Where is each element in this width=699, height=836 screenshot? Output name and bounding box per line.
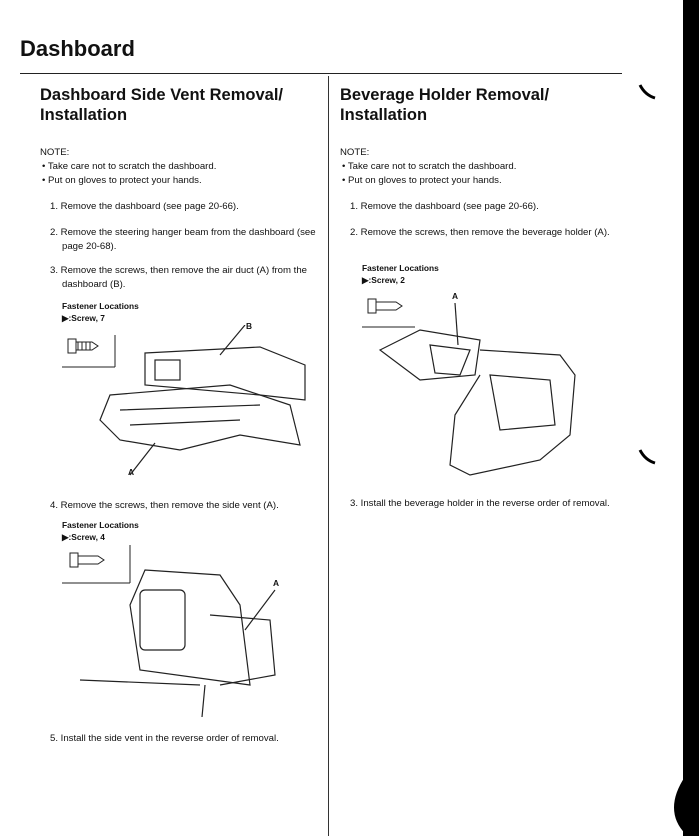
left-note-2: • Put on gloves to protect your hands. bbox=[42, 175, 202, 186]
note-text: Take care not to scratch the dashboard. bbox=[47, 161, 217, 172]
right-step-3: 3. Install the beverage holder in the reverse order of removal. bbox=[350, 498, 610, 509]
screw-icon bbox=[62, 335, 115, 367]
arrow-marker-icon: ▶ bbox=[62, 532, 69, 542]
note-text: Take care not to scratch the dashboard. bbox=[347, 161, 517, 172]
column-divider bbox=[328, 76, 329, 836]
right-step-1: 1. Remove the dashboard (see page 20-66). bbox=[350, 201, 539, 212]
right-note-2: • Put on gloves to protect your hands. bbox=[342, 175, 502, 186]
callout-b: B bbox=[246, 321, 253, 331]
right-note-label: NOTE: bbox=[340, 147, 370, 158]
right-note-1: • Take care not to scratch the dashboard. bbox=[342, 161, 517, 172]
left-step-2: 2. Remove the steering hanger beam from the dashboard (see page 20-68). bbox=[50, 227, 316, 252]
left-section-heading: Dashboard Side Vent Removal/ Installation bbox=[40, 86, 283, 124]
fastener-locations-label: Fastener Locations bbox=[62, 520, 139, 530]
screw-count-label: ▶:Screw, 7 bbox=[62, 313, 105, 323]
title-rule bbox=[20, 73, 622, 74]
right-step-2: 2. Remove the screws, then remove the beverage holder (A). bbox=[350, 227, 610, 238]
arrow-marker-icon: ▶ bbox=[62, 313, 69, 323]
left-step-3: 3. Remove the screws, then remove the air duct (A) from the dashboard (B). bbox=[50, 265, 308, 290]
fastener-locations-label: Fastener Locations bbox=[62, 301, 139, 311]
left-note-label: NOTE: bbox=[40, 147, 70, 158]
callout-a: A bbox=[452, 291, 459, 301]
arrow-marker-icon: ▶ bbox=[362, 275, 369, 285]
note-text: Put on gloves to protect your hands. bbox=[348, 175, 502, 186]
binding-marks bbox=[630, 80, 699, 836]
left-step-1: 1. Remove the dashboard (see page 20-66). bbox=[50, 201, 239, 212]
left-step-4: 4. Remove the screws, then remove the side vent (A). bbox=[50, 500, 279, 511]
screw-count-label: ▶:Screw, 4 bbox=[62, 532, 105, 542]
fastener-locations-label: Fastener Locations bbox=[362, 263, 439, 273]
note-text: Put on gloves to protect your hands. bbox=[48, 175, 202, 186]
right-section-heading: Beverage Holder Removal/ Installation bbox=[340, 86, 550, 124]
callout-a: A bbox=[273, 578, 280, 588]
screw-count-label: ▶:Screw, 2 bbox=[362, 275, 405, 285]
screw-icon bbox=[62, 545, 130, 583]
left-step-5: 5. Install the side vent in the reverse order of removal. bbox=[50, 733, 279, 744]
screw-icon bbox=[362, 299, 415, 327]
side-vent-diagram bbox=[60, 545, 300, 720]
page-title: Dashboard bbox=[20, 36, 135, 61]
beverage-holder-diagram bbox=[360, 295, 600, 480]
left-note-1: • Take care not to scratch the dashboard. bbox=[42, 161, 217, 172]
air-duct-diagram bbox=[60, 325, 310, 485]
callout-a: A bbox=[128, 467, 135, 477]
